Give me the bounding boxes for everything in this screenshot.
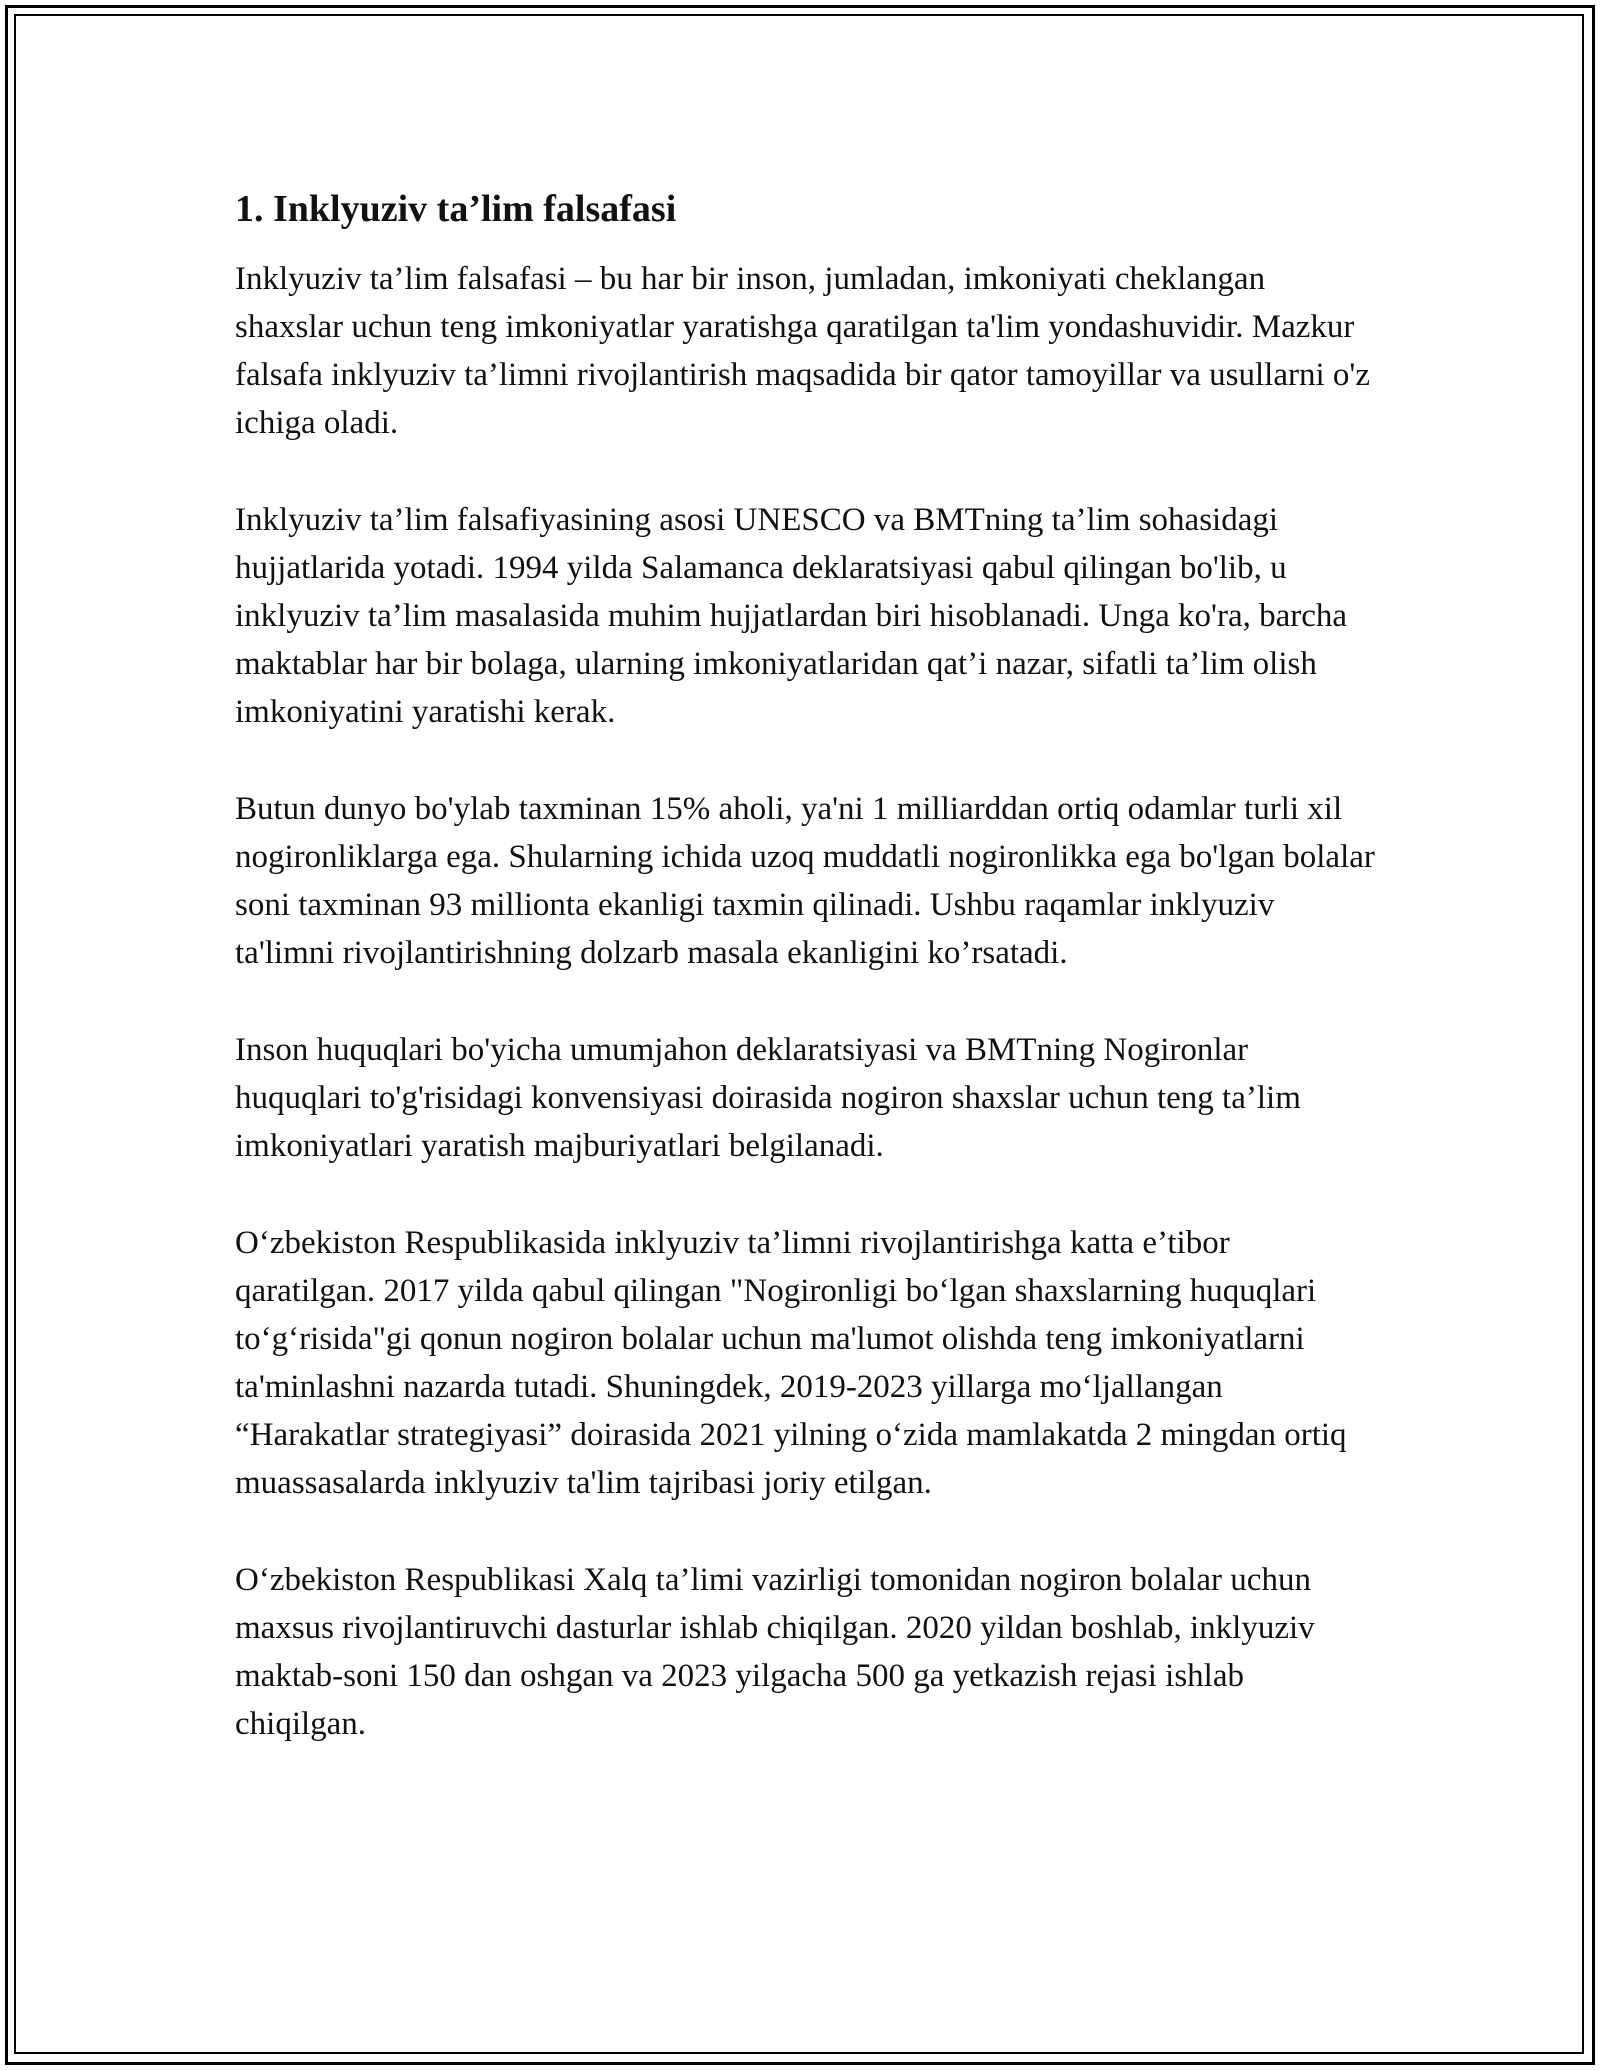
- paragraph-4: Inson huquqlari bo'yicha umumjahon deklaratsiyasi va BMTning Nogironlar huquqlari to'g'risidagi konvensiyasi doirasida nogiron shaxslar uchun teng ta’lim imkoniyatlari yaratish majburiyatlari belgilanadi.: [235, 1032, 1301, 1164]
- paragraph-3: Butun dunyo bo'ylab taxminan 15% aholi, ya'ni 1 milliarddan ortiq odamlar turli xil nogironliklarga ega. Shularning ichida uzoq muddatli nogironlikka ega bo'lgan bolalar soni taxminan 93 millionta ekanligi taxmin qilinadi. Ushbu raqamlar inklyuziv ta'limni rivojlantirishning dolzarb masala ekanligini ko’rsatadi.: [235, 791, 1375, 971]
- section-heading: 1. Inklyuziv ta’lim falsafasi: [235, 188, 677, 230]
- paragraph-5: O‘zbekiston Respublikasida inklyuziv ta’limni rivojlantirishga katta e’tibor qaratilgan. 2017 yilda qabul qilingan "Nogironligi bo‘lgan shaxslarning huquqlari to‘g‘risida"gi qonun nogiron bolalar uchun ma'lumot olishda teng imkoniyatlarni ta'minlashni nazarda tutadi. Shuningdek, 2019-2023 yillarga mo‘ljallangan “Harakatlar strategiyasi” doirasida 2021 yilning o‘zida mamlakatda 2 mingdan ortiq muassasalarda inklyuziv ta'lim tajribasi joriy etilgan.: [235, 1225, 1347, 1501]
- document-body: [235, 185, 1375, 1748]
- paragraph-1: Inklyuziv ta’lim falsafasi – bu har bir inson, jumladan, imkoniyati cheklangan shaxslar uchun teng imkoniyatlar yaratishga qaratilgan ta'lim yondashuvidir. Mazkur falsafa inklyuziv ta’limni rivojlantirish maqsadida bir qator tamoyillar va usullarni o'z ichiga oladi.: [235, 261, 1370, 441]
- paragraph-6: O‘zbekiston Respublikasi Xalq ta’limi vazirligi tomonidan nogiron bolalar uchun maxsus rivojlantiruvchi dasturlar ishlab chiqilgan. 2020 yildan boshlab, inklyuziv maktab-soni 150 dan oshgan va 2023 yilgacha 500 ga yetkazish rejasi ishlab chiqilgan.: [235, 1562, 1315, 1742]
- paragraph-2: Inklyuziv ta’lim falsafiyasining asosi UNESCO va BMTning ta’lim sohasidagi hujjatlarida yotadi. 1994 yilda Salamanca deklaratsiyasi qabul qilingan bo'lib, u inklyuziv ta’lim masalasida muhim hujjatlardan biri hisoblanadi. Unga ko'ra, barcha maktablar har bir bolaga, ularning imkoniyatlaridan qat’i nazar, sifatli ta’lim olish imkoniyatini yaratishi kerak.: [235, 502, 1348, 730]
